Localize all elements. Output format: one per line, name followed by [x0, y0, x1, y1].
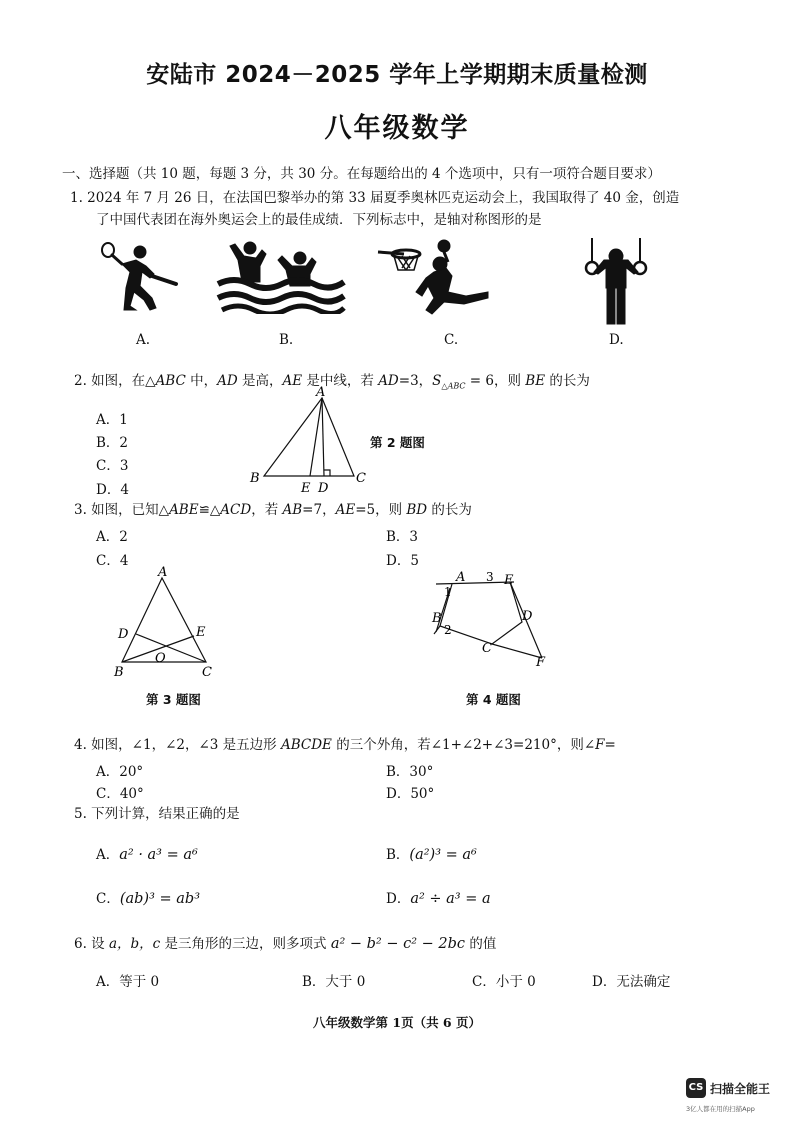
q1-option-a[interactable]: A.	[136, 332, 151, 348]
q4-label-e: E	[504, 573, 514, 588]
q1-option-c[interactable]: C.	[444, 332, 459, 348]
q5-option-b[interactable]: B．(a²)³ = a⁶	[386, 847, 477, 863]
q4-figure	[430, 562, 560, 674]
rings-gymnast-icon	[584, 236, 654, 326]
q6-option-d[interactable]: D．无法确定	[592, 974, 671, 990]
q5-stem: 5. 下列计算，结果正确的是	[74, 806, 240, 822]
q5-expr-b: (a²)³ = a⁶	[409, 847, 477, 863]
q2-label-b: B	[250, 471, 260, 486]
q4-label-a: A	[456, 570, 466, 585]
q4-label-b: B	[432, 611, 442, 626]
scanner-app-logo: CS	[686, 1078, 706, 1098]
water-polo-icon	[216, 236, 346, 314]
q2-figure	[244, 386, 374, 498]
q3-option-b[interactable]: B．3	[386, 529, 419, 545]
q4-label-f: F	[536, 655, 546, 670]
q3-figure	[110, 562, 230, 684]
q1-line2: 了中国代表团在海外奥运会上的最佳成绩．下列标志中，是轴对称图形的是	[96, 212, 542, 228]
q5-option-d[interactable]: D．a² ÷ a³ = a	[386, 891, 491, 907]
q4-label-3: 3	[486, 570, 494, 584]
q5-expr-a: a² · a³ = a⁶	[119, 847, 198, 863]
scanner-app-tagline: 3亿人都在用的扫描App	[686, 1105, 755, 1113]
q3-label-c: C	[202, 665, 212, 680]
q3-label-d: D	[118, 627, 129, 642]
q2-option-c[interactable]: C．3	[96, 458, 129, 474]
q5-option-c[interactable]: C．(ab)³ = ab³	[96, 891, 201, 907]
q3-figure-caption: 第 3 题图	[146, 692, 201, 707]
exam-subject: 八年级数学	[324, 113, 470, 144]
q2-label-e: E	[301, 481, 311, 496]
q6-stem: 6. 设 a，b，c 是三角形的三边，则多项式 a² − b² − c² − 2bc 的值	[74, 936, 497, 952]
q2-figure-caption: 第 2 题图	[370, 435, 425, 450]
q4-option-a[interactable]: A．20°	[96, 764, 144, 780]
q3-option-c[interactable]: C．4	[96, 553, 129, 569]
exam-title: 安陆市 2024－2025 学年上学期期末质量检测	[146, 62, 648, 88]
basketball-icon	[376, 236, 496, 322]
q3-label-e: E	[196, 625, 206, 640]
q4-stem: 4. 如图，∠1，∠2，∠3 是五边形 ABCDE 的三个外角，若∠1+∠2+∠3=210°，则∠F=	[74, 737, 616, 753]
q3-option-a[interactable]: A．2	[96, 529, 128, 545]
q5-expr-c: (ab)³ = ab³	[119, 891, 201, 907]
q2-label-c: C	[356, 471, 366, 486]
q3-label-a: A	[158, 565, 168, 580]
tennis-player-icon	[96, 236, 186, 316]
q4-label-d: D	[522, 609, 533, 624]
q4-figure-caption: 第 4 题图	[466, 692, 521, 707]
q4-label-c: C	[482, 641, 492, 656]
q2-label-a: A	[316, 386, 326, 400]
q4-label-1: 1	[444, 585, 452, 599]
q2-option-d[interactable]: D．4	[96, 482, 129, 498]
scanner-app-name: 扫描全能王	[710, 1082, 771, 1096]
q2-stem: 2. 如图，在△ABC 中，AD 是高，AE 是中线，若 AD=3，$S_{\triangle ABC} = 6$，则 BE 的长为	[74, 373, 590, 391]
q4-option-c[interactable]: C．40°	[96, 786, 144, 802]
q1-option-d[interactable]: D.	[609, 332, 624, 348]
section-heading: 一、选择题（共 10 题，每题 3 分，共 30 分。在每题给出的 4 个选项中，只有一项符合题目要求）	[62, 166, 661, 182]
q3-label-o: O	[155, 651, 166, 666]
q2-option-b[interactable]: B．2	[96, 435, 129, 451]
q3-option-d[interactable]: D．5	[386, 553, 419, 569]
q4-option-b[interactable]: B．30°	[386, 764, 434, 780]
q2-label-d: D	[318, 481, 329, 496]
q5-option-a[interactable]: A．a² · a³ = a⁶	[96, 847, 198, 863]
q4-label-2: 2	[444, 623, 452, 637]
q5-expr-d: a² ÷ a³ = a	[410, 891, 491, 907]
q4-option-d[interactable]: D．50°	[386, 786, 435, 802]
q3-stem: 3. 如图，已知△ABE≌△ACD，若 AB=7，AE=5，则 BD 的长为	[74, 502, 472, 518]
q1-line1: 1. 2024 年 7 月 26 日，在法国巴黎举办的第 33 届夏季奥林匹克运动会上，我国取得了 40 金，创造	[70, 190, 680, 206]
page-footer: 八年级数学第 1页（共 6 页）	[313, 1015, 481, 1030]
q2-option-a[interactable]: A．1	[96, 412, 128, 428]
q3-label-b: B	[114, 665, 124, 680]
q6-option-c[interactable]: C．小于 0	[472, 974, 536, 990]
q1-option-b[interactable]: B.	[279, 332, 294, 348]
q6-option-b[interactable]: B．大于 0	[302, 974, 366, 990]
q6-option-a[interactable]: A．等于 0	[96, 974, 160, 990]
